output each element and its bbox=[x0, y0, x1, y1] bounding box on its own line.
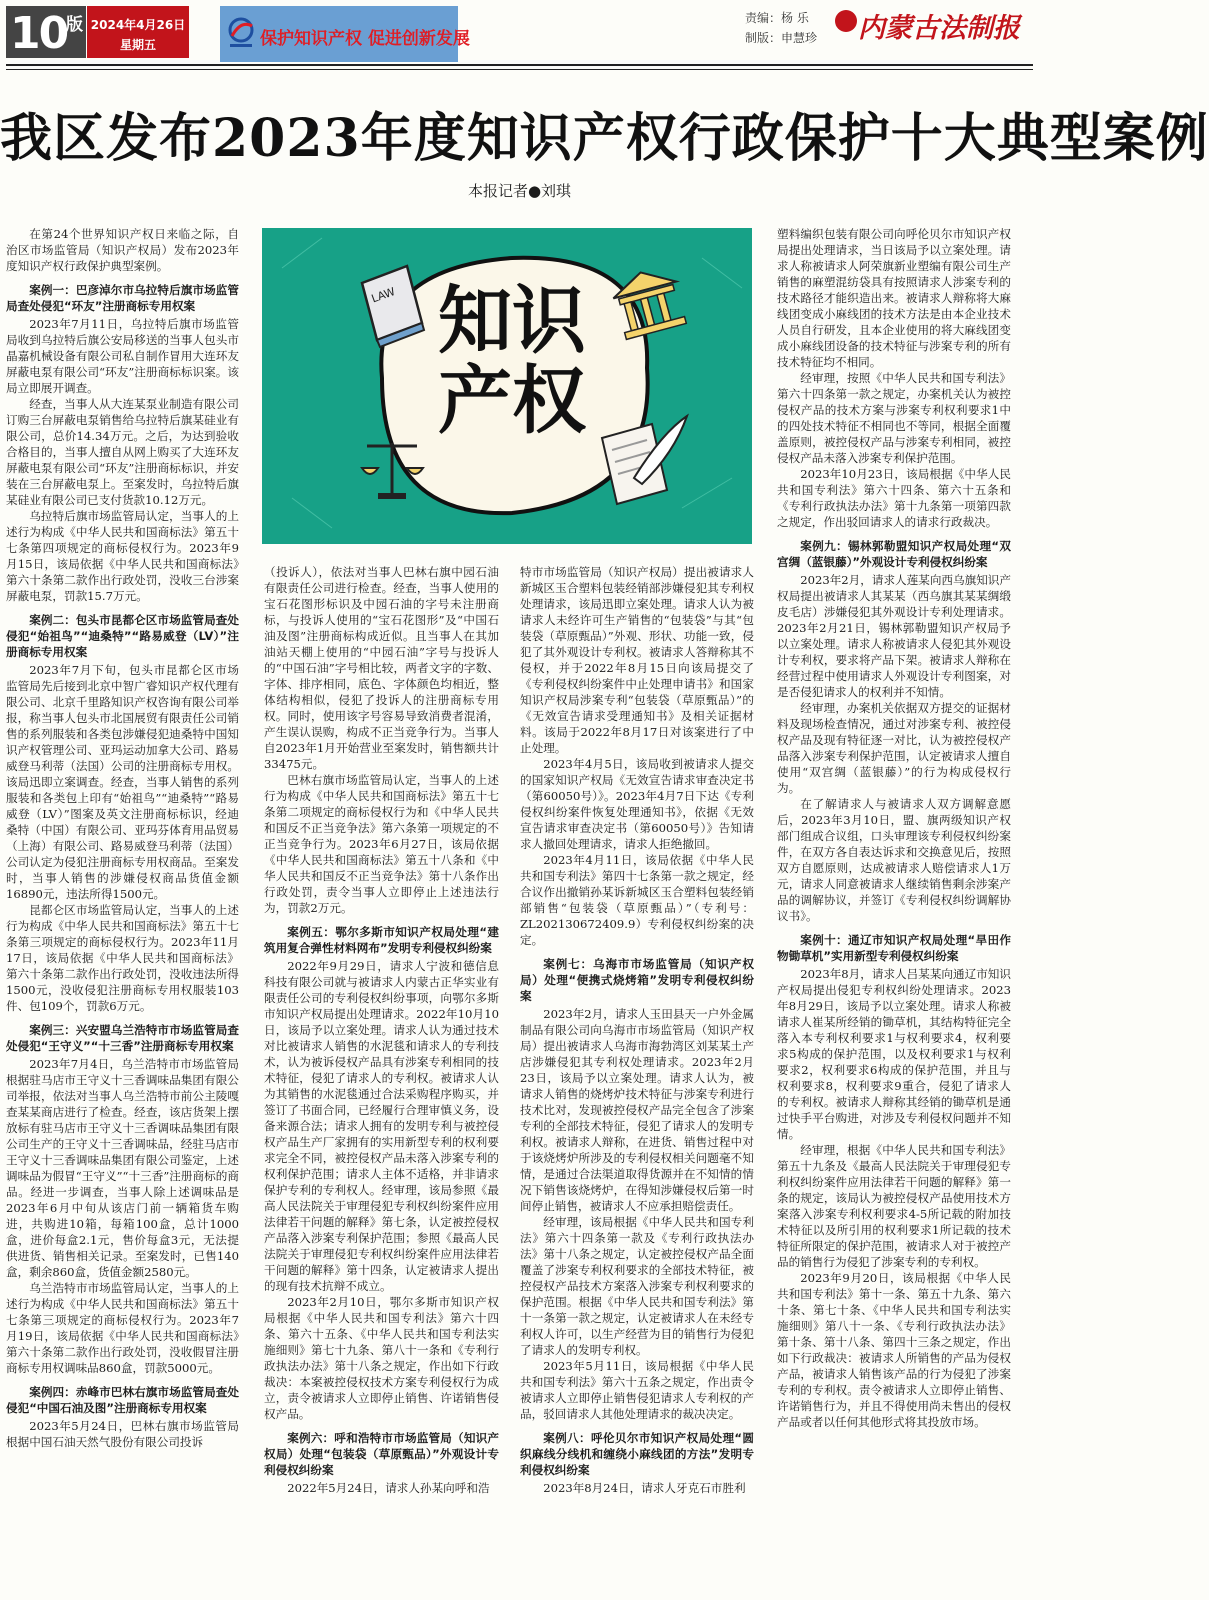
masthead bbox=[0, 0, 1039, 66]
article-paragraph: 2023年2月，请求人玉田县天一户外金属制品有限公司向乌海市市场监管局（知识产权局）提出被请求人乌海市海勃湾区刘某某土产店涉嫌侵犯其专利权处理请求。2023年2月23日，该局予以立案处理。请求人认为，被请求人销售的烧烤炉技术特征与涉案专利进行技术比对，发现被控侵权产品完全包含了涉案专利的全部技术特征，侵犯了请求人的发明专利权。被请求人辩称，在进货、销售过程中对于该烧烤炉所涉及的专利侵权相关问题毫不知情，是通过合法渠道取得货源并在不知情的情况下销售该烧烤炉，在得知涉嫌侵权后第一时间停止销售，被请求人不应承担赔偿责任。 bbox=[520, 1007, 754, 1213]
ip-illustration-svg bbox=[262, 228, 752, 544]
article-headline: 我区发布2023年度知识产权行政保护十大典型案例 bbox=[0, 108, 1209, 169]
designer: 制版：申慧珍 bbox=[745, 31, 818, 45]
article-paragraph: 乌兰浩特市市场监管局认定，当事人的上述行为构成《中华人民共和国商标法》第五十七条第三项规定的商标侵权行为。2023年7月19日，该局依据《中华人民共和国商标法》第六十条第二款作出行政处罚，没收假冒注册商标专用权调味品860盒，罚款5000元。 bbox=[6, 1281, 239, 1375]
article-paragraph: 2023年8月24日，请求人牙克石市胜利 bbox=[543, 1481, 746, 1495]
article-byline: 本报记者●刘琪 bbox=[467, 182, 572, 200]
article-paragraph: 特市市场监管局（知识产权局）提出被请求人新城区玉合塑料包装经销部涉嫌侵犯其专利权处理请求，该局迅即立案处理。请求人认为被请求人未经许可生产销售的“包装袋”与其“包装袋（草原甄品）”外观、形状、功能一致，侵犯了其外观设计专利权。被请求人答辩称其不侵权，并于2022年8月15日向该局提交了《专利侵权纠纷案件中止处理申请书》和国家知识产权局涉案专利“包装袋（草原甄品）”的《无效宣告请求受理通知书》及相关证据材料。该局于2022年8月17日对该案进行了中止处理。 bbox=[520, 565, 754, 755]
newspaper-logo-icon bbox=[835, 10, 857, 32]
article-column-2 bbox=[264, 564, 499, 1598]
article-paragraph: 2023年7月4日，乌兰浩特市市场监管局根据驻马店市王守义十三香调味品集团有限公司举报，依法对当事人乌兰浩特市前公主陵嘎查某某商店进行了检查。经查，该店货架上摆放标有驻马店市王守义十三香调味品集团有限公司生产的王守义十三香调味品，经驻马店市王守义十三香调味品集团有限公司鉴定，上述调味品为假冒“王守义”“十三香”注册商标的商品。经进一步调查，当事人除上述调味品是2023年6月中旬从该店门前一辆箱货车购进，共购进10箱，每箱100盒，总计1000盒，进价每盒2.1元，售价每盒3元，无法提供进货、销售相关记录。至案发时，已售140盒，剩余860盒，货值金额2580元。 bbox=[6, 1057, 239, 1279]
article-paragraph: 2023年5月11日，该局根据《中华人民共和国专利法》第六十五条之规定，作出责令被请求人立即停止销售侵犯请求人专利权的产品，驳回请求人其他处理请求的裁决决定。 bbox=[520, 1359, 754, 1421]
issue-weekday: 星期五 bbox=[119, 38, 156, 52]
case-heading: 案例一：巴彦淖尔市乌拉特后旗市场监管局查处侵犯“环友”注册商标专用权案 bbox=[6, 283, 239, 313]
article-paragraph: （投诉人），依法对当事人巴林右旗中园石油有限责任公司进行检查。经查，当事人使用的宝石花图形标识及中园石油的字号未注册商标，与投诉人使用的“宝石花图形”及“中国石油及图”注册商标构成近似。且当事人在其加油站天棚上使用的“中园石油”字号与投诉人的“中国石油”字号相比较，两者文字的字数、字体、排序相同，底色、字体颜色均相近，整体结构相似，侵犯了投诉人的注册商标专用权。同时，使用该字号容易导致消费者混淆，产生误认误购，构成不正当竞争行为。当事人自2023年1月开始营业至案发时，销售额共计33475元。 bbox=[264, 565, 499, 771]
article-paragraph: 2023年5月24日，巴林右旗市场监管局根据中国石油天然气股份有限公司投诉 bbox=[6, 1419, 239, 1449]
page-number-box bbox=[6, 6, 86, 58]
article-paragraph: 经审理，该局根据《中华人民共和国专利法》第六十四条第一款及《专利行政执法办法》第十八条之规定，认定被控侵权产品全面覆盖了涉案专利权利要求的全部技术特征，被控侵权产品技术方案落入涉案专利权利要求的保护范围。根据《中华人民共和国专利法》第十一条第一款之规定，认定被请求人在未经专利权人许可，以生产经营为目的销售行为侵犯了请求人的发明专利权。 bbox=[520, 1215, 754, 1357]
ip-logo-icon bbox=[226, 16, 256, 50]
case-heading: 案例六：呼和浩特市市场监管局（知识产权局）处理“包装袋（草原甄品）”外观设计专利侵权纠纷案 bbox=[264, 1431, 499, 1477]
article-paragraph: 巴林右旗市场监管局认定，当事人的上述行为构成《中华人民共和国商标法》第五十七条第二项规定的商标侵权行为和《中华人民共和国反不正当竞争法》第六条第一项规定的不正当竞争行为。2023年6月27日，该局依据《中华人民共和国商标法》第五十八条和《中华人民共和国反不正当竞争法》第十八条作出行政处罚，责令当事人立即停止上述违法行为，罚款2万元。 bbox=[264, 773, 499, 915]
article-paragraph: 经审理，按照《中华人民共和国专利法》第六十四条第一款之规定，办案机关认为被控侵权产品的技术方案与涉案专利权利要求1中的四处技术特征不相同也不等同，根据全面覆盖原则，被控侵权产品与涉案专利相同，被控侵权产品未落入涉案专利保护范围。 bbox=[777, 371, 1011, 465]
article-paragraph: 在第24个世界知识产权日来临之际，自治区市场监管局（知识产权局）发布2023年度知识产权行政保护典型案例。 bbox=[6, 227, 239, 273]
case-heading: 案例五：鄂尔多斯市知识产权局处理“建筑用复合弹性材料网布”发明专利侵权纠纷案 bbox=[264, 925, 499, 955]
page-number: 10 bbox=[10, 8, 68, 59]
case-heading: 案例八：呼伦贝尔市知识产权局处理“圆织麻线分线机和缠绕小麻线团的方法”发明专利侵权纠纷案 bbox=[520, 1431, 754, 1477]
article-paragraph: 2022年5月24日，请求人孙某向呼和浩 bbox=[287, 1481, 490, 1495]
article-paragraph: 2023年2月，请求人莲某向西乌旗知识产权局提出被请求人其某某（西乌旗其某某绸缎皮毛店）涉嫌侵犯其外观设计专利处理请求。2023年2月21日，锡林郭勒盟知识产权局予以立案处理。请求人称被请求人侵犯其外观设计专利权，要求将产品下架。被请求人辩称在经营过程中使用请求人外观设计专利图案，对是否侵犯请求人的权利并不知情。 bbox=[777, 573, 1011, 699]
case-heading: 案例四：赤峰市巴林右旗市场监管局查处侵犯“中国石油及图”注册商标专用权案 bbox=[6, 1385, 239, 1415]
article-paragraph: 在了解请求人与被请求人双方调解意愿后，2023年3月10日，盟、旗两级知识产权部门组成合议组，口头审理该专利侵权纠纷案件，在双方各自表达诉求和交换意见后，按照双方自愿原则，达成被请求人赔偿请求人1万元，请求人同意被请求人继续销售剩余涉案产品的调解协议，并签订《专利侵权纠纷调解协议书》。 bbox=[777, 797, 1011, 923]
illustration-title-line2: 产权 bbox=[438, 358, 586, 444]
article-paragraph: 2023年4月5日，该局收到被请求人提交的国家知识产权局《无效宣告请求审查决定书（第60050号）》。2023年4月7日下达《专利侵权纠纷案件恢复处理通知书》，依据《无效宣告请求审查决定书（第60050号）》告知请求人撤回处理请求，请求人拒绝撤回。 bbox=[520, 757, 754, 851]
article-paragraph: 2023年10月23日，该局根据《中华人民共和国专利法》第六十四条、第六十五条和《专利行政执法办法》第十九条第一项第四款之规定，作出驳回请求人的请求行政裁决。 bbox=[777, 467, 1011, 529]
article-paragraph: 经审理，办案机关依据双方提交的证据材料及现场检查情况，通过对涉案专利、被控侵权产品及现有特征逐一对比，认为被控侵权产品落入涉案专利保护范围，认定被请求人擅自使用“双宫绸（蓝银藤）”的行为构成侵权行为。 bbox=[777, 701, 1011, 795]
article-paragraph: 2023年9月20日，该局根据《中华人民共和国专利法》第十一条、第五十九条、第六十条、第七十条、《中华人民共和国专利法实施细则》第八十一条、《专利行政执法办法》第十条、第十八条、第四十三条之规定，作出如下行政裁决：被请求人所销售的产品为侵权产品，被请求人销售该产品的行为侵犯了涉案专利的专利权。责令被请求人立即停止销售、许诺销售行为，并且不得使用尚未售出的侵权产品或者以任何其他形式将其投放市场。 bbox=[777, 1271, 1011, 1429]
article-column-4 bbox=[777, 226, 1011, 1598]
ip-illustration bbox=[262, 228, 752, 544]
slogan-text: 保护知识产权 促进创新发展 bbox=[260, 29, 470, 49]
article-paragraph: 2023年7月11日，乌拉特后旗市场监管局收到乌拉特后旗公安局移送的当事人包头市晶嘉机械设备有限公司私自制作冒用大连环友屏蔽电泵有限公司“环友”注册商标标识案。该局立即展开调查。 bbox=[6, 317, 239, 395]
article-paragraph: 乌拉特后旗市场监管局认定，当事人的上述行为构成《中华人民共和国商标法》第五十七条第四项规定的商标侵权行为。2023年9月15日，该局依据《中华人民共和国商标法》第六十条第二款作出行政处罚，没收三台涉案屏蔽电泵，罚款15.7万元。 bbox=[6, 509, 239, 603]
slogan-banner bbox=[220, 6, 470, 62]
case-heading: 案例九：锡林郭勒盟知识产权局处理“双宫绸（蓝银藤）”外观设计专利侵权纠纷案 bbox=[777, 539, 1011, 569]
article-paragraph: 昆都仑区市场监管局认定，当事人的上述行为构成《中华人民共和国商标法》第五十七条第三项规定的商标侵权行为。2023年11月17日，该局依据《中华人民共和国商标法》第六十条第二款作出行政处罚，没收违法所得1500元，没收侵犯注册商标专用权服装103件、包109个，罚款6万元。 bbox=[6, 903, 239, 1013]
law-book-label: LAW bbox=[369, 284, 397, 306]
article-paragraph: 2023年4月11日，该局依据《中华人民共和国专利法》第四十七条第一款之规定，经合议作出撤销孙某诉新城区玉合塑料包装经销部销售“包装袋（草原甄品）”（专利号：ZL202130672409.9）专利侵权纠纷案的决定。 bbox=[520, 853, 754, 947]
issue-date: 2024年4月26日 bbox=[90, 18, 186, 32]
article-column-3 bbox=[520, 564, 754, 1598]
article-paragraph: 2023年8月，请求人吕某某向通辽市知识产权局提出侵犯专利权纠纷处理请求。2023年8月29日，该局予以立案处理。请求人称被请求人崔某所经销的锄草机，其结构特征完全落入本专利权利要求1与权利要求4，权利要求5构成的保护范围，以及权利要求1与权利要求2，权利要求6构成的保护范围，并且与权利要求8，权利要求9重合，侵犯了请求人的专利权。被请求人辩称其经销的锄草机是通过快手平台购进，对涉及专利侵权问题并不知情。 bbox=[777, 967, 1011, 1141]
case-heading: 案例二：包头市昆都仑区市场监管局查处侵犯“始祖鸟”“迪桑特”“路易威登（LV）”注册商标专用权案 bbox=[6, 613, 239, 659]
case-heading: 案例三：兴安盟乌兰浩特市市场监管局查处侵犯“王守义”“十三香”注册商标专用权案 bbox=[6, 1023, 239, 1053]
editor: 责编：杨 乐 bbox=[745, 11, 809, 25]
article-paragraph: 2023年2月10日，鄂尔多斯市知识产权局根据《中华人民共和国专利法》第六十四条、第六十五条、《中华人民共和国专利法实施细则》第七十九条、第八十一条和《专利行政执法办法》第十八条之规定，作出如下行政裁决：本案被控侵权技术方案专利侵权行为成立，责令被请求人立即停止销售、许诺销售侵权产品。 bbox=[264, 1295, 499, 1421]
article-paragraph: 2022年9月29日，请求人宁波和德信息科技有限公司就与被请求人内蒙古正华实业有限责任公司的专利侵权纠纷事项，向鄂尔多斯市知识产权局提出处理请求。2022年10月10日，该局予以立案处理。请求人认为通过技术对比被请求人销售的水泥毯和请求人的专利技术，认为被诉侵权产品具有涉案专利相同的技术特征，侵犯了请求人的专利权。被请求人认为其销售的水泥毯通过合法采购程序购买，并签订了书面合同，已经履行合理审慎义务，设备来源合法；请求人拥有的发明专利与被控侵权产品生产厂家拥有的实用新型专利的权利要求完全不同，被控侵权产品未落入涉案专利的权利保护范围；请求人主体不适格，并非请求保护专利的专利权人。经审理，该局参照《最高人民法院关于审理侵犯专利权纠纷案件应用法律若干问题的解释》第七条，认定被控侵权产品落入涉案专利保护范围；参照《最高人民法院关于审理侵犯专利权纠纷案件应用法律若干问题的解释》第十四条，认定被请求人提出的现有技术抗辩不成立。 bbox=[264, 959, 499, 1293]
masthead-rule-thin bbox=[6, 69, 1033, 70]
masthead-rule bbox=[6, 64, 1033, 66]
article-paragraph: 经查，当事人从大连某泵业制造有限公司订购三台屏蔽电泵销售给乌拉特后旗某硅业有限公司，总价14.34万元。之后，为达到验收合格目的，当事人擅自从网上购买了大连环友屏蔽电泵有限公司“环友”注册商标标识，并安装在三台屏蔽电泵上。至案发时，乌拉特后旗某硅业有限公司已支付货款10.12万元。 bbox=[6, 397, 239, 507]
illustration-title-line1: 知识 bbox=[438, 278, 586, 364]
article-column-1 bbox=[6, 226, 239, 1598]
editor-credits bbox=[745, 8, 817, 48]
article-paragraph: 2023年7月下旬，包头市昆都仑区市场监管局先后接到北京中智广睿知识产权代理有限公司、北京千里路知识产权咨询有限公司举报，称当事人包头市北国展贸有限责任公司销售的系列服装和各类包涉嫌侵犯迪桑特中国知识产权管理公司、亚玛运动加拿大公司、路易威登马利蒂（法国）公司的注册商标专用权。该局迅即立案调查。经查，当事人销售的系列服装和各类包上印有“始祖鸟”“迪桑特”“路易威登（LV）”图案及英文注册商标标识，经迪桑特（中国）有限公司、亚玛芬体育用品贸易（上海）有限公司、路易威登马利蒂（法国）公司认定为侵犯注册商标专用权商品。至案发时，当事人销售的涉嫌侵权商品货值金额16890元，违法所得1500元。 bbox=[6, 663, 239, 901]
date-box bbox=[87, 6, 189, 58]
newspaper-name: 内蒙古法制报 bbox=[858, 13, 1020, 44]
page-label: 版 bbox=[66, 15, 83, 35]
article-paragraph: 经审理，根据《中华人民共和国专利法》第五十九条及《最高人民法院关于审理侵犯专利权纠纷案件应用法律若干问题的解释》第一条的规定，该局认为被控侵权产品使用技术方案落入涉案专利权利要求4-5所记载的附加技术特征以及所引用的权利要求1所记载的技术特征所限定的保护范围，被请求人对于被控产品的销售行为侵犯了涉案专利的专利权。 bbox=[777, 1143, 1011, 1269]
case-heading: 案例十：通辽市知识产权局处理“旱田作物锄草机”实用新型专利侵权纠纷案 bbox=[777, 933, 1011, 963]
article-paragraph: 塑料编织包装有限公司向呼伦贝尔市知识产权局提出处理请求，当日该局予以立案处理。请求人称被请求人阿荣旗新业塑编有限公司生产销售的麻塑混纺袋具有按照请求人涉案专利的技术路径才能织造出来。被请求人辩称将大麻线团变成小麻线团的技术方法是由本企业技术人员自行研发，且本企业使用的将大麻线团变成小麻线团设备的技术特征与涉案专利的所有技术特征均不相同。 bbox=[777, 227, 1011, 369]
case-heading: 案例七：乌海市市场监管局（知识产权局）处理“便携式烧烤箱”发明专利侵权纠纷案 bbox=[520, 957, 754, 1003]
